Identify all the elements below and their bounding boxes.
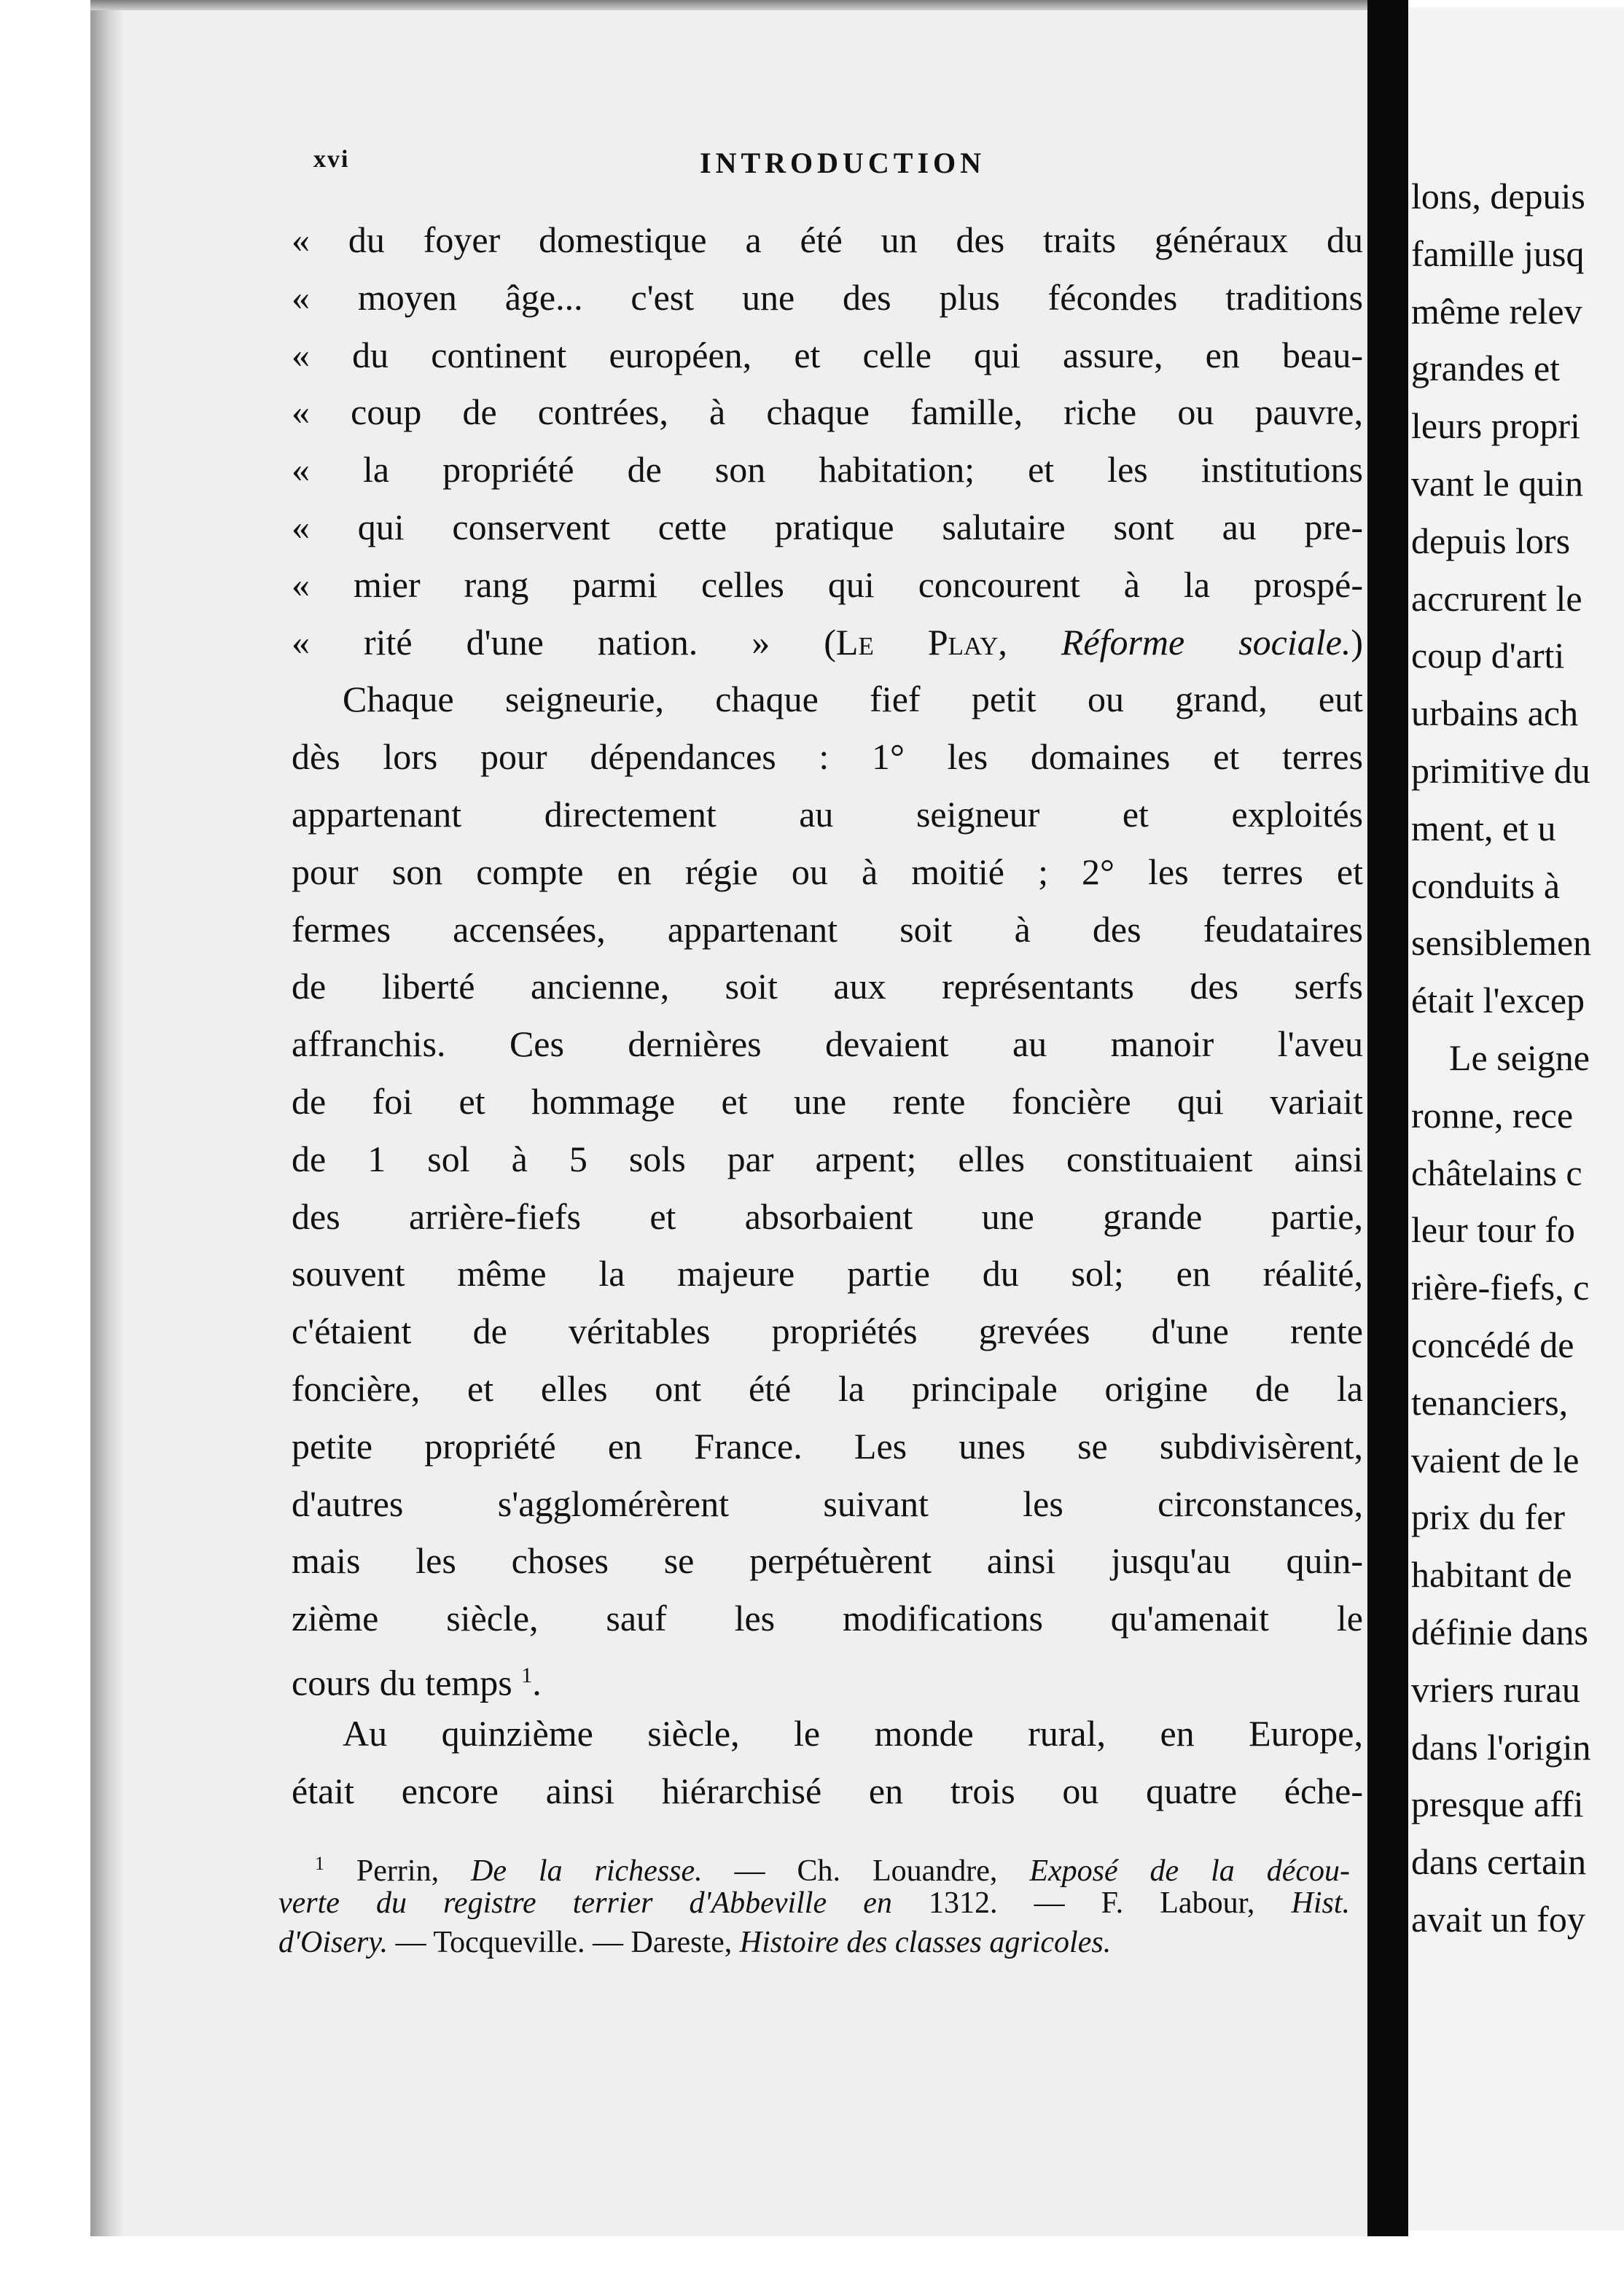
paragraph-line: mais les choses se perpétuèrent ainsi jusqu'au quin- [292,1540,1363,1582]
top-page-edge [90,0,1367,10]
citation-line [292,614,1363,671]
paragraph-line: des arrière-fiefs et absorbaient une grande partie, [292,1195,1363,1237]
right-text-line: dans certain [1411,1841,1587,1883]
paragraph-line: foncière, et elles ont été la principale origine de la [292,1367,1363,1409]
body-text [292,211,1363,1819]
citation-separator: , [998,621,1061,663]
right-text-line: primitive du [1411,749,1590,791]
paragraph-line: d'autres s'agglomérèrent suivant les circonstances, [292,1483,1363,1524]
paragraph-line: de liberté ancienne, soit aux représentants des serfs [292,966,1363,1007]
book-gutter [1367,0,1408,2280]
paragraph-line: était encore ainsi hiérarchisé en trois ou quatre éche- [292,1770,1363,1811]
right-text-line: même relev [1411,290,1582,332]
footnote-title: De la richesse. [471,1854,703,1888]
text-line: « la propriété de son habitation; et les institutions [292,449,1363,491]
right-text-line: leur tour fo [1411,1209,1575,1251]
right-text-line: ment, et u [1411,807,1556,848]
paragraph-last-text: cours du temps [292,1662,522,1703]
right-text-line: grandes et [1411,348,1561,389]
footnote-title: Exposé de la décou- [1029,1854,1350,1888]
right-text-line: urbains ach [1411,692,1579,734]
footnote-title: Hist. [1291,1886,1350,1920]
citation-author: Le Play [835,621,999,663]
right-text-line: Le seigne [1449,1036,1590,1078]
right-text-line: dans l'origin [1411,1726,1591,1768]
text-line: « coup de contrées, à chaque famille, riche ou pauvre, [292,391,1363,433]
footnote-title: Histoire des classes agricoles. [739,1926,1112,1959]
paragraph-line: appartenant directement au seigneur et exploités [292,793,1363,835]
footnote-text: — Ch. Louandre, [702,1854,1030,1888]
text-line: « du foyer domestique a été un des traits généraux du [292,219,1363,260]
footnote-text: 1312. — F. Labour, [891,1886,1292,1920]
paragraph-last-period: . [532,1662,542,1703]
right-text-line: coup d'arti [1411,635,1565,676]
footnote-line [278,1844,1350,1888]
running-title: INTRODUCTION [700,147,986,179]
paragraph-line: de foi et hommage et une rente foncière qui variait [292,1080,1363,1122]
text-line: « qui conservent cette pratique salutaire sont au pre- [292,506,1363,547]
right-page-text [1411,168,1624,1948]
text-line: « moyen âge... c'est une des plus fécondes traditions [292,276,1363,318]
right-text-line: rière-fiefs, c [1411,1267,1590,1308]
scan-bottom-margin [0,2236,1624,2280]
paragraph-line: fermes accensées, appartenant soit à des feudataires [292,908,1363,950]
paragraph-line: de 1 sol à 5 sols par arpent; elles constituaient ainsi [292,1138,1363,1179]
paragraph-line: affranchis. Ces dernières devaient au manoir l'aveu [292,1023,1363,1065]
footnote-text: — Tocqueville. — Dareste, [388,1926,740,1959]
paragraph-line: souvent même la majeure partie du sol; en réalité, [292,1253,1363,1295]
right-text-line: famille jusq [1411,233,1585,274]
left-page-edge [90,6,124,2236]
paragraph-line: Chaque seigneurie, chaque fief petit ou grand, eut [343,679,1363,720]
right-text-line: conduits à [1411,864,1561,906]
paragraph-line: c'étaient de véritables propriétés grevées d'une rente [292,1311,1363,1352]
right-text-line: lons, depuis [1411,176,1585,216]
paragraph-line [292,1647,1363,1705]
right-text-line: définie dans [1411,1611,1588,1652]
citation-end: ) [1351,621,1364,663]
footnote-title: d'Oisery. [278,1926,389,1959]
paragraph-line: dès lors pour dépendances : 1° les domaines et terres [292,736,1363,778]
paragraph-line: pour son compte en régie ou à moitié ; 2° les terres et [292,851,1363,892]
right-text-line: presque affi [1411,1784,1584,1825]
footnote-line [278,1923,1350,1962]
footnote-title: verte du registre terrier d'Abbeville en [278,1886,892,1920]
citation-start: « rité d'une nation. » ( [292,621,836,663]
right-text-line: accrurent le [1411,577,1582,619]
text-line: « du continent européen, et celle qui assure, en beau- [292,334,1363,375]
right-text-line: était l'excep [1411,980,1585,1021]
right-text-line: vriers rurau [1411,1668,1580,1710]
page-number: xvi [313,146,350,173]
right-text-line: tenanciers, [1411,1381,1569,1423]
right-text-line: ronne, rece [1411,1094,1574,1136]
right-text-line: vant le quin [1411,462,1584,504]
right-text-line: leurs propri [1411,405,1580,447]
paragraph-line: petite propriété en France. Les unes se subdivisèrent, [292,1425,1363,1467]
right-text-line: depuis lors [1411,520,1571,561]
footnote-reference: 1 [521,1663,533,1687]
footnote-text: Perrin, [324,1854,472,1888]
right-text-line: vaient de le [1411,1439,1580,1480]
footnote-line [278,1883,1350,1923]
citation-title: Réforme sociale. [1061,621,1351,663]
footnotes [278,1844,1350,1962]
text-line: « mier rang parmi celles qui concourent à la prospé- [292,563,1363,605]
paragraph-line: Au quinzième siècle, le monde rural, en Europe, [343,1712,1363,1754]
right-text-line: châtelains c [1411,1152,1582,1193]
paragraph-line: zième siècle, sauf les modifications qu'amenait le [292,1598,1363,1639]
right-text-line: sensiblemen [1411,922,1592,964]
footnote-marker: 1 [315,1853,324,1874]
right-text-line: habitant de [1411,1554,1572,1596]
right-text-line: prix du fer [1411,1496,1566,1538]
right-text-line: avait un foy [1411,1898,1585,1940]
right-text-line: concédé de [1411,1324,1574,1365]
